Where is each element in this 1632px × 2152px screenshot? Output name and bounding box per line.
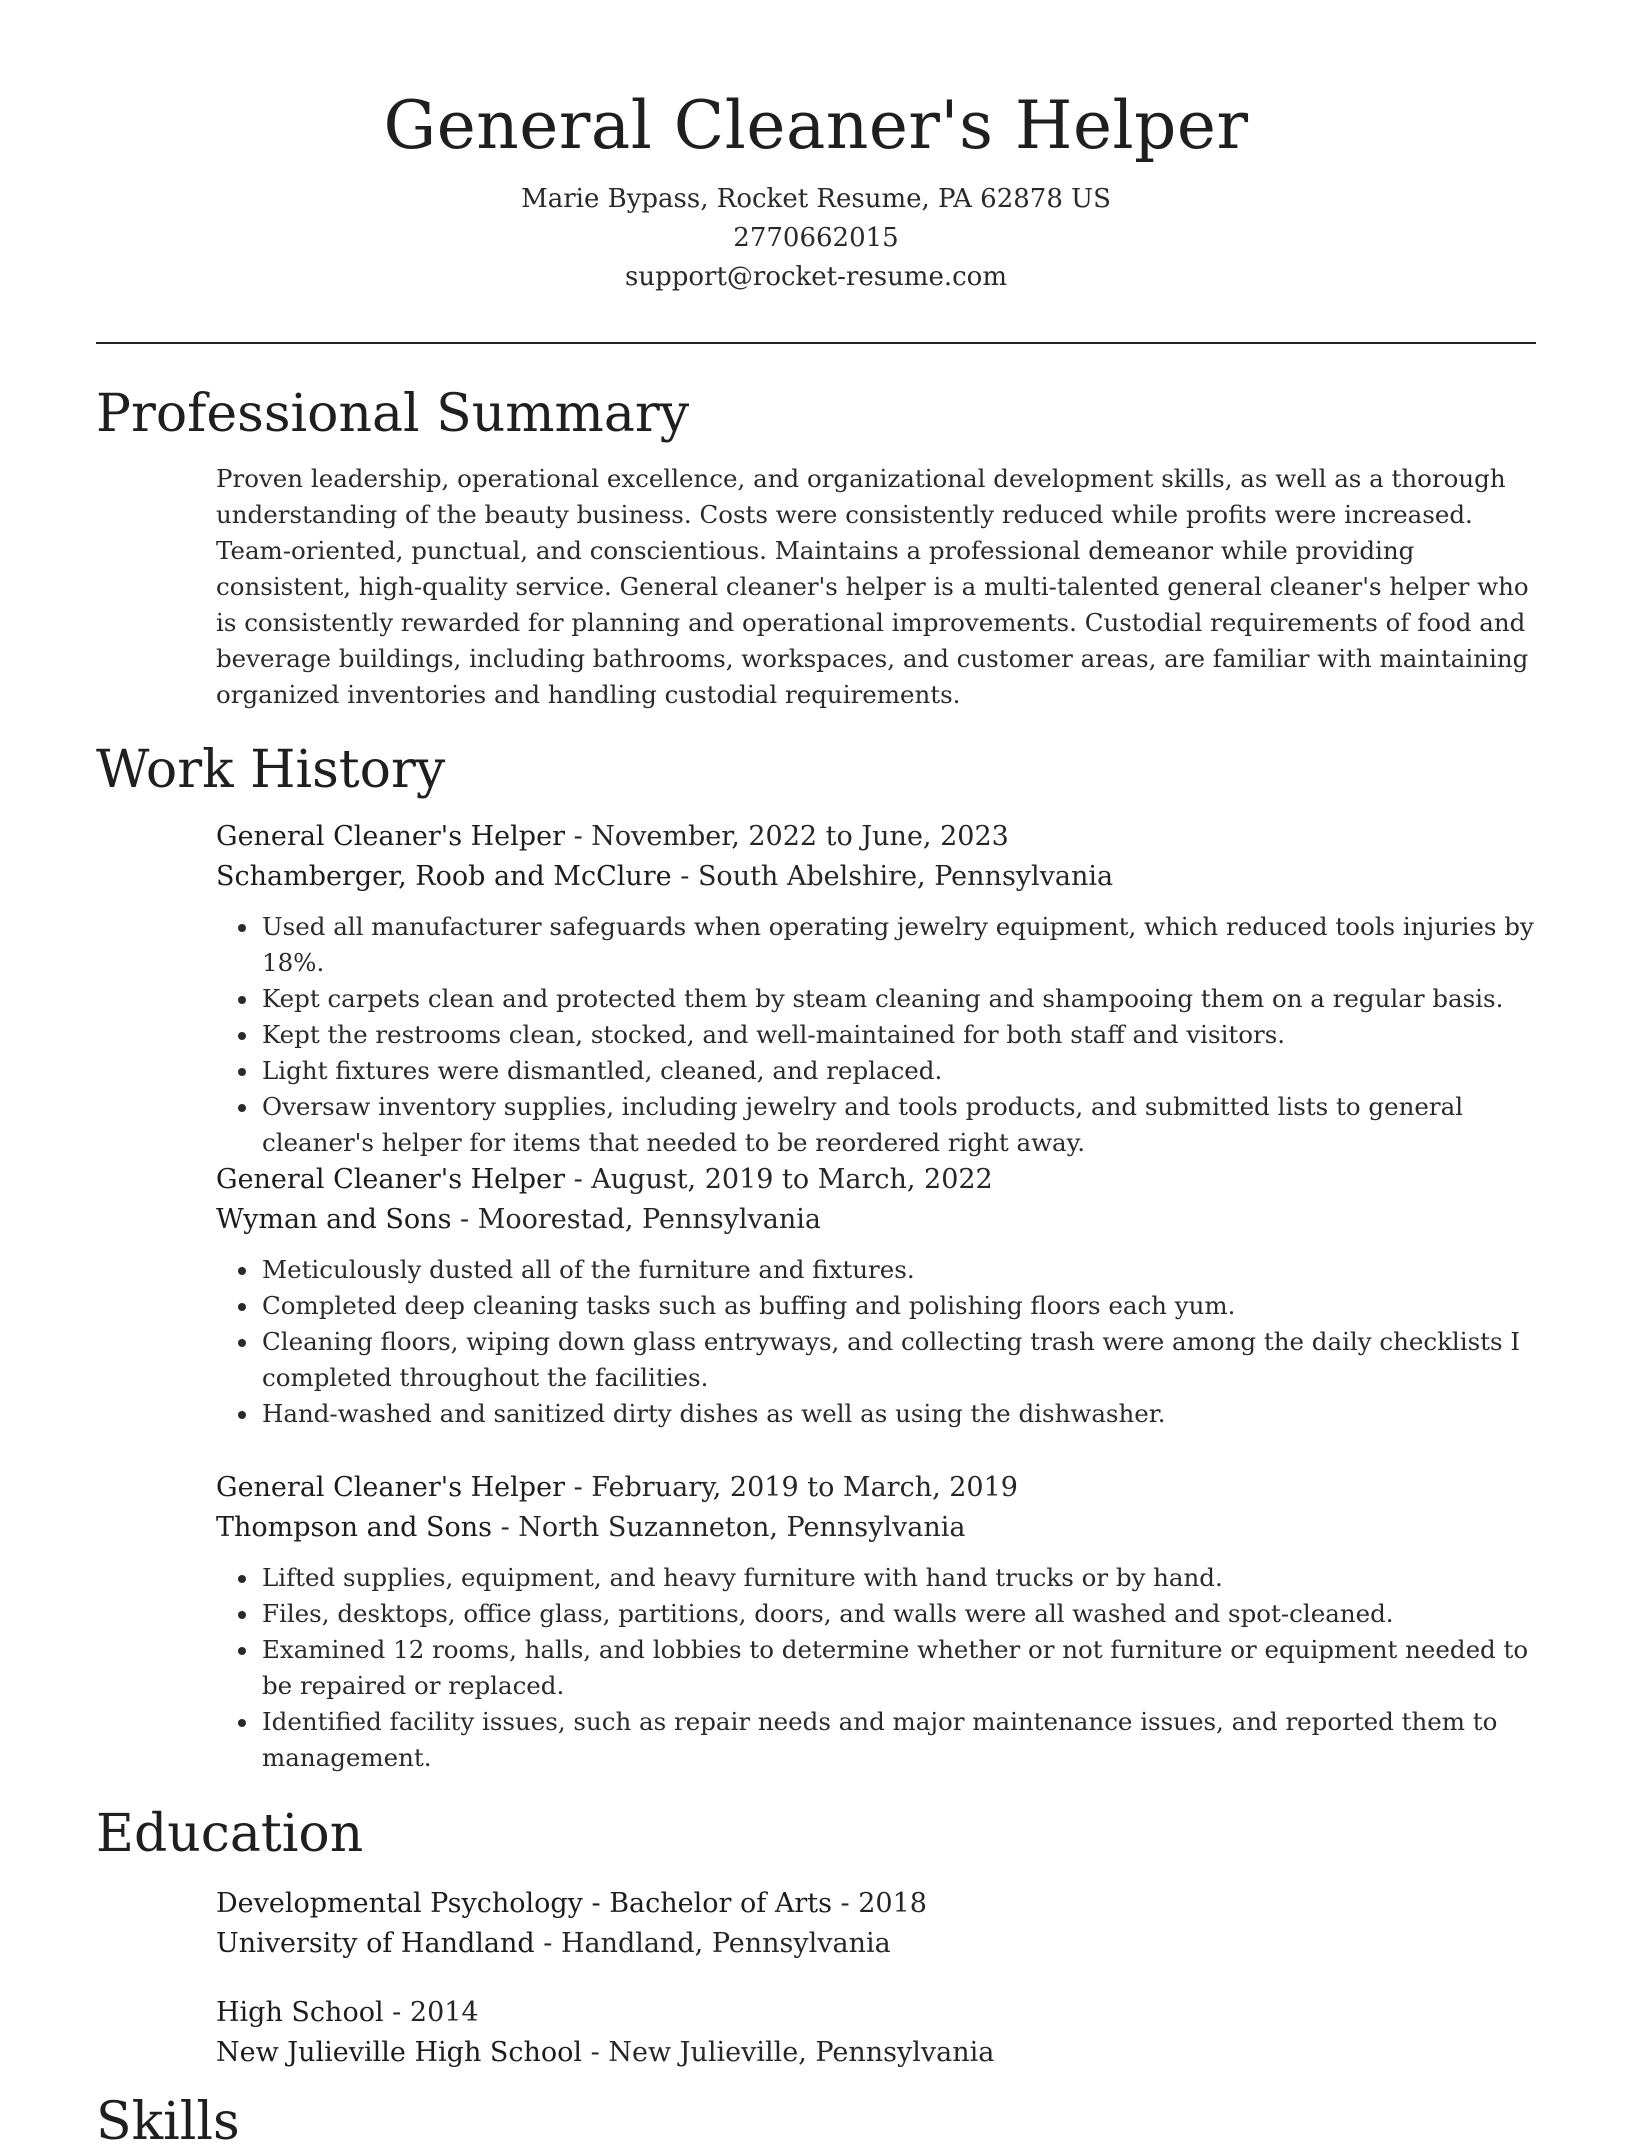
education-school: University of Handland: [216, 1928, 535, 1959]
header-divider: [96, 342, 1536, 344]
job-location: Moorestad, Pennsylvania: [477, 1204, 821, 1235]
resume-name: General Cleaner's Helper: [383, 87, 1249, 164]
contact-email: support@rocket-resume.com: [624, 262, 1007, 292]
resume-header: [0, 0, 1632, 297]
separator: -: [383, 1997, 410, 2028]
job-role: General Cleaner's Helper: [216, 821, 565, 852]
education-school-line: [216, 1924, 1546, 1964]
job-title-line: [216, 1160, 1546, 1200]
list-item: • Examined 12 rooms, halls, and lobbies to determine whether or not furniture or equipment needed to be repaired or replaced.: [260, 1632, 1546, 1704]
education-year: 2014: [409, 1997, 479, 2028]
section-title-education: Education: [96, 1804, 364, 1864]
section-title-summary: Professional Summary: [96, 384, 690, 444]
contact-info: [0, 180, 1632, 297]
education-degree-line: [216, 1993, 1546, 2033]
list-item: • Lifted supplies, equipment, and heavy furniture with hand trucks or by hand.: [260, 1560, 1546, 1596]
job-entry: [216, 1160, 1546, 1432]
separator: -: [564, 821, 592, 852]
list-item: • Kept carpets clean and protected them by steam cleaning and shampooing them on a regular basis.: [260, 981, 1546, 1017]
education-school-line: [216, 2033, 1546, 2073]
separator: -: [671, 861, 698, 892]
job-entry: [216, 817, 1546, 1161]
list-item: • Light fixtures were dismantled, cleaned, and replaced.: [260, 1053, 1546, 1089]
education-entry: [216, 1884, 1546, 1964]
list-item: • Meticulously dusted all of the furniture and fixtures.: [260, 1252, 1546, 1288]
education-entry: [216, 1993, 1546, 2073]
list-item: • Identified facility issues, such as repair needs and major maintenance issues, and reported them to management.: [260, 1704, 1546, 1776]
separator: -: [451, 1204, 478, 1235]
job-title-line: [216, 817, 1546, 857]
job-dates: November, 2022 to June, 2023: [591, 821, 1009, 852]
list-item: • Oversaw inventory supplies, including jewelry and tools products, and submitted lists to general cleaner's helper for items that needed to be reordered right away.: [260, 1089, 1546, 1161]
job-company-line: [216, 1508, 1546, 1548]
contact-address: Marie Bypass, Rocket Resume, PA 62878 US: [521, 184, 1111, 214]
education-degree: Developmental Psychology - Bachelor of Arts: [216, 1888, 832, 1919]
education-school: New Julieville High School: [216, 2037, 583, 2068]
job-company: Schamberger, Roob and McClure: [216, 861, 672, 892]
list-item: • Used all manufacturer safeguards when operating jewelry equipment, which reduced tools injuries by 18%.: [260, 909, 1546, 981]
education-location: Handland, Pennsylvania: [560, 1928, 891, 1959]
education-year: 2018: [858, 1888, 927, 1919]
job-title-line: [216, 1468, 1546, 1508]
separator: -: [582, 2037, 609, 2068]
list-item: • Kept the restrooms clean, stocked, and well-maintained for both staff and visitors.: [260, 1017, 1546, 1053]
job-location: South Abelshire, Pennsylvania: [697, 861, 1114, 892]
job-company: Wyman and Sons: [216, 1204, 452, 1235]
list-item: • Completed deep cleaning tasks such as buffing and polishing floors each yum.: [260, 1288, 1546, 1324]
job-bullets: [216, 909, 1546, 1161]
job-bullets: [216, 1252, 1546, 1432]
list-item: • Hand-washed and sanitized dirty dishes as well as using the dishwasher.: [260, 1396, 1546, 1432]
summary-text: Proven leadership, operational excellence, and organizational development skills, as well as a thorough understanding of the beauty business. Costs were consistently reduced while profits were increased. Team-oriented, punctual, and conscientious. Maintains a professional demeanor while providing consistent, high-quality service. General cleaner's helper is a multi-talented general cleaner's helper who is consistently rewarded for planning and operational improvements. Custodial requirements of food and beverage buildings, including bathrooms, workspaces, and customer areas, are familiar with maintaining organized inventories and handling custodial requirements.: [216, 464, 1529, 709]
job-company-line: [216, 857, 1546, 897]
separator: -: [491, 1512, 519, 1543]
job-dates: February, 2019 to March, 2019: [591, 1472, 1018, 1503]
job-role: General Cleaner's Helper: [216, 1472, 565, 1503]
job-role: General Cleaner's Helper: [216, 1164, 565, 1195]
job-company-line: [216, 1200, 1546, 1240]
job-location: North Suzanneton, Pennsylvania: [518, 1512, 966, 1543]
education-location: New Julieville, Pennsylvania: [608, 2037, 995, 2068]
job-entry: [216, 1468, 1546, 1776]
separator: -: [831, 1888, 859, 1919]
job-dates: August, 2019 to March, 2022: [591, 1164, 993, 1195]
education-degree-line: [216, 1884, 1546, 1924]
job-company: Thompson and Sons: [216, 1512, 492, 1543]
summary-block: [216, 461, 1546, 713]
list-item: • Files, desktops, office glass, partitions, doors, and walls were all washed and spot-cleaned.: [260, 1596, 1546, 1632]
separator: -: [564, 1164, 592, 1195]
separator: -: [534, 1928, 561, 1959]
education-degree: High School: [216, 1997, 384, 2028]
list-item: • Cleaning floors, wiping down glass entryways, and collecting trash were among the daily checklists I completed throughout the facilities.: [260, 1324, 1546, 1396]
contact-phone: 2770662015: [733, 223, 899, 253]
separator: -: [564, 1472, 592, 1503]
section-title-work-history: Work History: [96, 740, 446, 800]
job-bullets: [216, 1560, 1546, 1776]
section-title-skills: Skills: [96, 2092, 240, 2152]
